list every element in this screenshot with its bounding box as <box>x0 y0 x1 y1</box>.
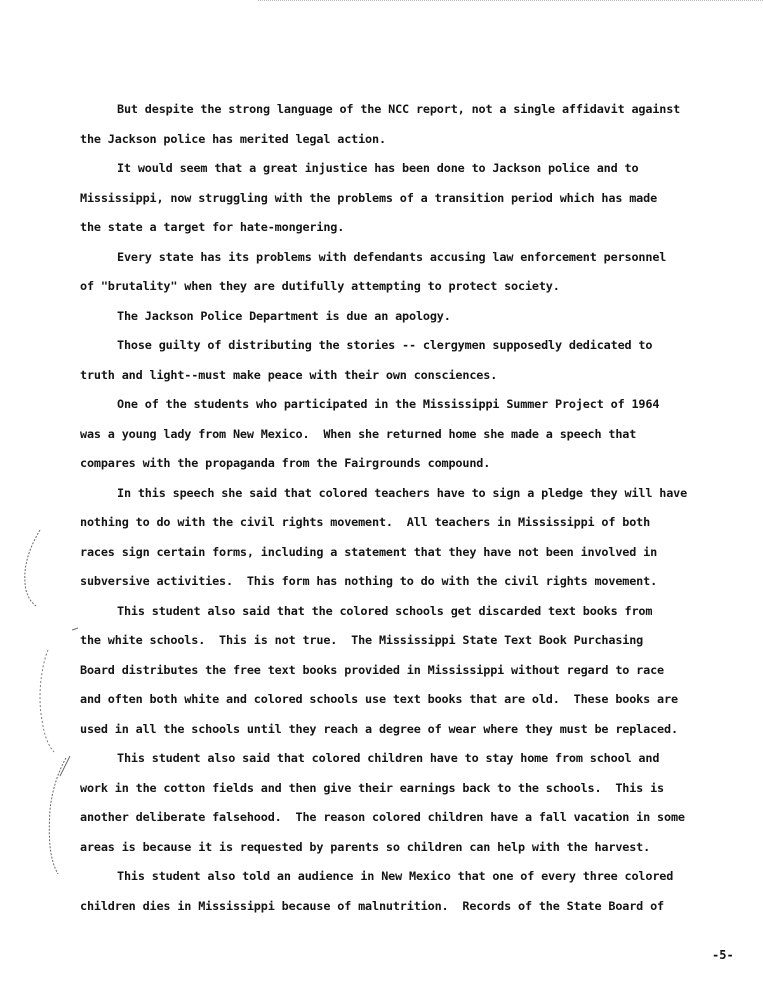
paragraph-line: work in the cotton fields and then give their earnings back to the schools. This is <box>80 781 664 795</box>
paragraph-line: subversive activities. This form has nothing to do with the civil rights movement. <box>80 574 658 588</box>
paragraph-line: and often both white and colored schools use text books that are old. These books are <box>80 692 678 706</box>
paragraph-line: the state a target for hate-mongering. <box>80 220 345 234</box>
paragraph-first-line: But despite the strong language of the NCC report, not a single affidavit against <box>117 102 681 116</box>
paragraph-first-line: In this speech she said that colored teachers have to sign a pledge they will have <box>117 486 688 500</box>
paragraph-first-line: This student also told an audience in New Mexico that one of every three colored <box>117 869 674 883</box>
paragraph-line: races sign certain forms, including a statement that they have not been involved in <box>80 545 658 559</box>
paragraph-line: Mississippi, now struggling with the problems of a transition period which has made <box>80 191 658 205</box>
paragraph-first-line: Every state has its problems with defendants accusing law enforcement personnel <box>117 250 667 264</box>
paragraph-line: areas is because it is requested by parents so children can help with the harvest. <box>80 840 651 854</box>
paragraph-line: was a young lady from New Mexico. When she returned home she made a speech that <box>80 427 637 441</box>
paragraph-line: of "brutality" when they are dutifully attempting to protect society. <box>80 279 560 293</box>
margin-bracket-tick-upper <box>72 628 78 630</box>
margin-bracket-lower <box>49 758 66 874</box>
paragraph-first-line: The Jackson Police Department is due an apology. <box>117 309 451 323</box>
margin-bracket-upper <box>25 530 40 606</box>
paragraph-line: truth and light--must make peace with their own consciences. <box>80 368 498 382</box>
paragraph-line: compares with the propaganda from the Fairgrounds compound. <box>80 456 491 470</box>
paragraph-first-line: It would seem that a great injustice has been done to Jackson police and to <box>117 161 639 175</box>
paragraph-line: Board distributes the free text books provided in Mississippi without regard to race <box>80 663 664 677</box>
paragraph-first-line: Those guilty of distributing the stories -- clergymen supposedly dedicated to <box>117 338 653 352</box>
paragraph-line: the Jackson police has merited legal action. <box>80 132 386 146</box>
paragraph-line: another deliberate falsehood. The reason colored children have a fall vacation in some <box>80 810 685 824</box>
paragraph-first-line: This student also said that the colored schools get discarded text books from <box>117 604 653 618</box>
paragraph-line: children dies in Mississippi because of malnutrition. Records of the State Board of <box>80 899 664 913</box>
paragraph-line: used in all the schools until they reach a degree of wear where they must be replaced. <box>80 722 678 736</box>
paragraph-first-line: One of the students who participated in the Mississippi Summer Project of 1964 <box>117 397 660 411</box>
handwritten-margin-brackets <box>0 0 120 900</box>
page-number: -5- <box>712 948 734 962</box>
margin-bracket-middle <box>40 650 54 752</box>
paragraph-line: nothing to do with the civil rights movement. All teachers in Mississippi of both <box>80 515 651 529</box>
paragraph-first-line: This student also said that colored children have to stay home from school and <box>117 751 660 765</box>
paragraph-line: the white schools. This is not true. The Mississippi State Text Book Purchasing <box>80 633 644 647</box>
